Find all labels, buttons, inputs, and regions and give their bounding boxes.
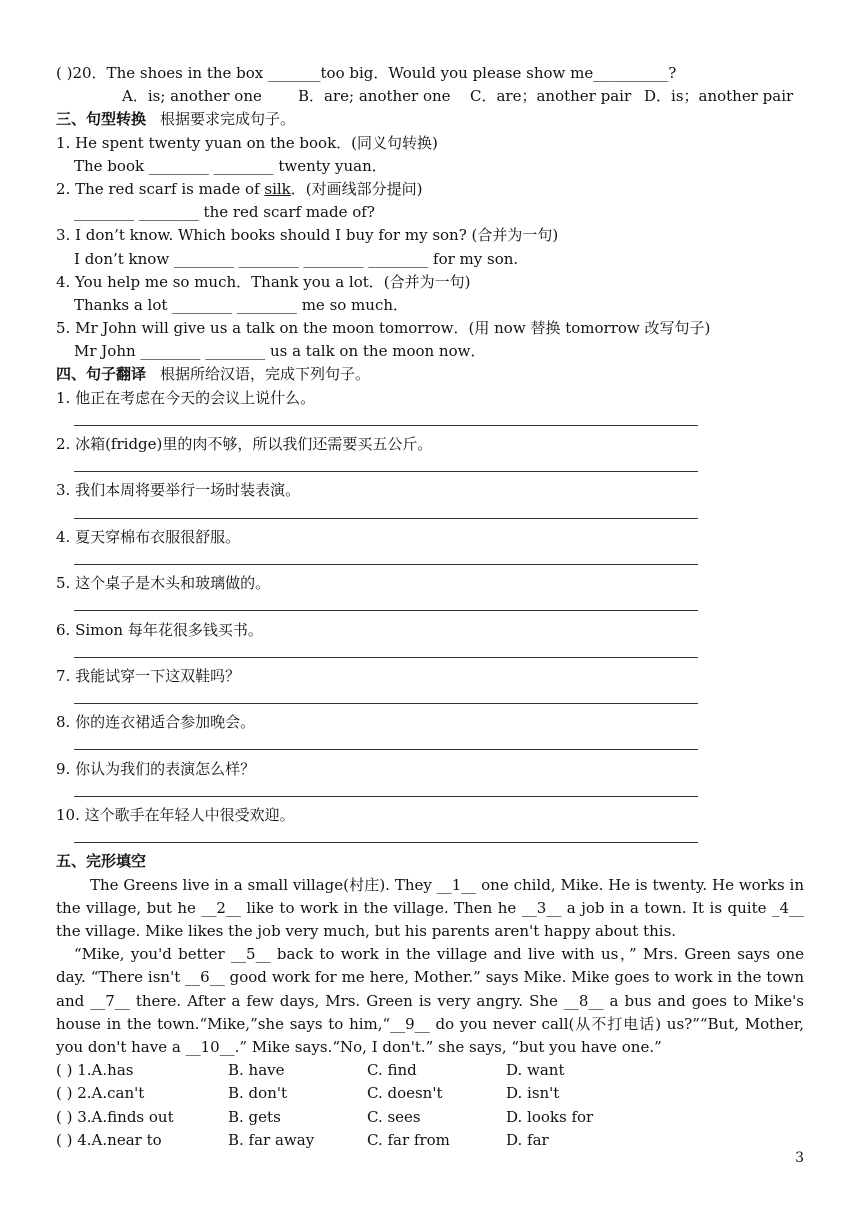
- section-5-heading: [56, 850, 808, 873]
- cloze-passage: [56, 874, 804, 1060]
- answer-line[interactable]: [56, 688, 808, 711]
- choice-d: D. far: [506, 1130, 549, 1149]
- translation-item-5: 5. 这个桌子是木头和玻璃做的。: [56, 574, 271, 593]
- translation-item-10: 10. 这个歌手在年轻人中很受欢迎。: [56, 806, 295, 824]
- translation-item-2: 2. 冰箱(fridge)里的肉不够，所以我们还需要买五公斤。: [56, 435, 433, 453]
- option-c: C．are；another pair: [470, 87, 632, 106]
- choice-c: C. sees: [367, 1107, 421, 1126]
- section-4-heading: [56, 363, 808, 386]
- choice-d: D. looks for: [506, 1107, 594, 1126]
- choice-b: B. have: [228, 1061, 285, 1080]
- transform-item-5: 5. Mr John will give us a talk on the moon tomorrow．(用 now 替换 tomorrow 改写句子): [56, 319, 711, 338]
- question-20-options: [56, 85, 808, 108]
- cloze-choice-row-1: [56, 1059, 808, 1082]
- choice-c: C. find: [367, 1061, 417, 1080]
- option-d: D．is；another pair: [644, 87, 794, 106]
- translation-item-8: 8. 你的连衣裙适合参加晚会。: [56, 713, 256, 732]
- question-20: ( )20．The shoes in the box _______too big．Would you please show me__________?: [56, 64, 677, 82]
- translation-item-3: 3. 我们本周将要举行一场时装表演。: [56, 481, 301, 500]
- transform-item-1: 1. He spent twenty yuan on the book．(同义句转换): [56, 133, 438, 152]
- transform-answer-3: I don’t know ________ ________ ________ ________ for my son.: [74, 249, 519, 268]
- answer-line[interactable]: [56, 595, 808, 618]
- section-4-title: 四、句子翻译: [56, 365, 147, 384]
- answer-line[interactable]: [56, 642, 808, 665]
- choice-c: C. far from: [367, 1130, 450, 1149]
- choice-b: B. gets: [228, 1107, 281, 1126]
- worksheet-page: [56, 62, 808, 1152]
- answer-line[interactable]: [56, 734, 808, 757]
- transform-item-4: 4. You help me so much．Thank you a lot．(合并为一句): [56, 272, 471, 291]
- choice-d: D. want: [506, 1061, 565, 1080]
- cloze-choice-row-2: [56, 1082, 808, 1105]
- section-3-heading: [56, 108, 808, 131]
- choice-c: C. doesn't: [367, 1084, 443, 1103]
- transform-item-2-post: ．(对画线部分提问): [290, 179, 423, 198]
- choice-b: B. don't: [228, 1084, 288, 1103]
- page-number: 3: [795, 1150, 804, 1166]
- choice-b: B. far away: [228, 1130, 315, 1149]
- section-3-instruction: 根据要求完成句子。: [160, 110, 296, 129]
- cloze-choice-row-3: [56, 1106, 808, 1129]
- translation-item-9: 9. 你认为我们的表演怎么样？: [56, 759, 256, 778]
- answer-line[interactable]: [56, 410, 808, 433]
- translation-item-4: 4. 夏天穿棉布衣服很舒服。: [56, 527, 241, 546]
- cloze-paragraph-2: “Mike, you'd better __5__ back to work in the village and live with us，” Mrs. Green says one day. “There isn't __6__ good work for me here, Mother.” says Mike. Mike goes to work in the town and __7__ there. After a few days, Mrs. Green is very angry. She __8__ a bus and goes to Mike's house in the town.“Mike,”she says to him,“__9__ do you never call(从不打电话) us?”“But, Mother, you don't have a __10__.” Mike says.“No, I don't.” she says, “but you have one.”: [56, 945, 804, 1056]
- option-b: B．are; another one: [298, 87, 451, 106]
- underlined-word: silk: [264, 179, 291, 198]
- transform-item-2-pre: 2. The red scarf is made of: [56, 179, 265, 198]
- answer-line[interactable]: [56, 827, 808, 850]
- section-4-instruction: 根据所给汉语，完成下列句子。: [160, 365, 371, 384]
- choice-a: ( ) 4.A.near to: [56, 1130, 162, 1149]
- answer-line[interactable]: [56, 549, 808, 572]
- section-5-title: 五、完形填空: [56, 852, 147, 871]
- translation-item-6: 6. Simon 每年花很多钱买书。: [56, 620, 263, 639]
- transform-answer-2: ________ ________ the red scarf made of?: [74, 203, 375, 222]
- cloze-choice-row-4: [56, 1129, 808, 1152]
- answer-line[interactable]: [56, 781, 808, 804]
- choice-a: ( ) 1.A.has: [56, 1061, 134, 1080]
- choice-d: D. isn't: [506, 1084, 560, 1103]
- translation-item-7: 7. 我能试穿一下这双鞋吗？: [56, 666, 241, 685]
- transform-item-2: [56, 178, 808, 201]
- transform-answer-5: Mr John ________ ________ us a talk on the moon now．: [74, 342, 486, 361]
- choice-a: ( ) 3.A.finds out: [56, 1107, 174, 1126]
- transform-answer-1: The book ________ ________ twenty yuan．: [74, 156, 387, 175]
- transform-answer-4: Thanks a lot ________ ________ me so much．: [74, 295, 409, 314]
- transform-item-3: 3. I don’t know. Which books should I buy for my son? (合并为一句): [56, 226, 559, 245]
- option-a: A．is; another one: [122, 87, 262, 106]
- answer-line[interactable]: [56, 503, 808, 526]
- choice-a: ( ) 2.A.can't: [56, 1084, 145, 1103]
- translation-item-1: 1. 他正在考虑在今天的会议上说什么。: [56, 388, 316, 407]
- section-3-title: 三、句型转换: [56, 110, 147, 129]
- answer-line[interactable]: [56, 456, 808, 479]
- cloze-paragraph-1: The Greens live in a small village(村庄). They __1__ one child, Mike. He is twenty. He works in the village, but he __2__ like to work in the village. Then he __3__ a job in a town. It is quite _4__ the village. Mike likes the job very much, but his parents aren't happy about this.: [56, 875, 804, 940]
